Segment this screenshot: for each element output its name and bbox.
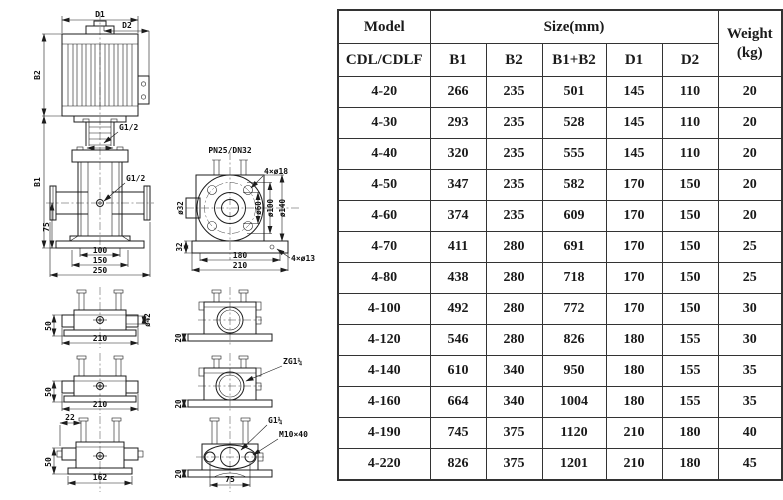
port-view-b — [174, 353, 302, 412]
cell-d1: 180 — [606, 387, 662, 418]
cell-model: 4-220 — [338, 449, 430, 481]
cell-b1: 826 — [430, 449, 486, 481]
pump-technical-drawing — [0, 0, 335, 500]
dim-label-d1: D1 — [95, 10, 105, 19]
table-row — [338, 170, 782, 201]
header-weight-line1: Weight — [726, 25, 773, 42]
cell-b1b2: 826 — [542, 325, 606, 356]
cell-b2: 280 — [486, 294, 542, 325]
cell-b2: 235 — [486, 108, 542, 139]
header-model-sub: CDL/CDLF — [338, 44, 430, 77]
header-weight — [718, 10, 782, 77]
table-row — [338, 356, 782, 387]
dim-label-dia42: ø42 — [143, 313, 152, 327]
cell-b1: 320 — [430, 139, 486, 170]
cell-d1: 145 — [606, 77, 662, 108]
dim-label-portB-20: 20 — [174, 399, 183, 409]
cell-weight: 25 — [718, 232, 782, 263]
header-col-b1: B1 — [430, 44, 486, 77]
dim-label-250: 250 — [92, 266, 108, 275]
dim-label-75: 75 — [42, 222, 51, 232]
dim-label-portC-75: 75 — [225, 475, 235, 484]
cell-model: 4-100 — [338, 294, 430, 325]
cell-d2: 150 — [662, 294, 718, 325]
cell-d2: 155 — [662, 356, 718, 387]
header-weight-line2: (kg) — [736, 44, 763, 61]
cell-d2: 150 — [662, 263, 718, 294]
cell-d1: 170 — [606, 201, 662, 232]
cell-b1b2: 609 — [542, 201, 606, 232]
cell-d1: 145 — [606, 108, 662, 139]
cell-d2: 150 — [662, 201, 718, 232]
cell-model: 4-70 — [338, 232, 430, 263]
label-bolts-bottom: 4×ø13 — [291, 254, 316, 263]
dim-label-32: 32 — [175, 242, 184, 252]
cell-b1b2: 1201 — [542, 449, 606, 481]
dim-label-b1: B1 — [33, 177, 42, 187]
cell-weight: 20 — [718, 139, 782, 170]
cell-model: 4-140 — [338, 356, 430, 387]
cell-b1b2: 718 — [542, 263, 606, 294]
dim-label-b2: B2 — [33, 70, 42, 80]
dim-label-dia60: ø60 — [254, 201, 263, 215]
cell-weight: 20 — [718, 108, 782, 139]
cell-model: 4-80 — [338, 263, 430, 294]
port-view-c — [174, 416, 308, 492]
dim-label-viewA-50: 50 — [44, 321, 53, 331]
cell-d2: 155 — [662, 325, 718, 356]
dimension-table — [337, 9, 783, 481]
header-size: Size(mm) — [430, 10, 718, 44]
dim-label-22: 22 — [65, 413, 75, 422]
cell-d1: 210 — [606, 449, 662, 481]
cell-b2: 280 — [486, 325, 542, 356]
cell-model: 4-60 — [338, 201, 430, 232]
cell-d2: 150 — [662, 232, 718, 263]
cell-b1: 546 — [430, 325, 486, 356]
cell-b2: 235 — [486, 139, 542, 170]
label-thread-zg: ZG1¼ — [283, 357, 303, 366]
port-view-a — [174, 287, 272, 346]
cell-d2: 180 — [662, 418, 718, 449]
table-row — [338, 418, 782, 449]
cell-weight: 25 — [718, 263, 782, 294]
flange-top-view — [175, 146, 315, 271]
cell-b2: 235 — [486, 170, 542, 201]
cell-d1: 180 — [606, 356, 662, 387]
cell-d2: 110 — [662, 108, 718, 139]
table-row — [338, 387, 782, 418]
cell-d1: 170 — [606, 294, 662, 325]
dimension-table-pane — [335, 0, 783, 500]
cell-b1: 492 — [430, 294, 486, 325]
cell-b2: 235 — [486, 77, 542, 108]
cell-d1: 170 — [606, 170, 662, 201]
cell-b1b2: 501 — [542, 77, 606, 108]
cell-model: 4-190 — [338, 418, 430, 449]
cell-weight: 20 — [718, 201, 782, 232]
cell-model: 4-160 — [338, 387, 430, 418]
cell-b2: 280 — [486, 232, 542, 263]
table-row — [338, 108, 782, 139]
header-row-2 — [338, 44, 782, 77]
label-g12-mid: G1/2 — [126, 174, 146, 183]
cell-b2: 340 — [486, 387, 542, 418]
cell-b1: 438 — [430, 263, 486, 294]
header-col-b1b2: B1+B2 — [542, 44, 606, 77]
table-row — [338, 325, 782, 356]
base-view-c — [44, 413, 143, 492]
cell-b2: 375 — [486, 418, 542, 449]
dim-label-180: 180 — [232, 251, 248, 260]
header-col-d1: D1 — [606, 44, 662, 77]
label-bolts-top: 4×ø18 — [264, 167, 289, 176]
dim-label-viewB-50: 50 — [44, 387, 53, 397]
cell-b1: 664 — [430, 387, 486, 418]
dim-label-dia32: ø32 — [176, 201, 185, 215]
cell-d1: 180 — [606, 325, 662, 356]
cell-b1b2: 950 — [542, 356, 606, 387]
cell-b2: 375 — [486, 449, 542, 481]
cell-b1b2: 1004 — [542, 387, 606, 418]
table-row — [338, 139, 782, 170]
cell-b1b2: 772 — [542, 294, 606, 325]
dim-label-viewC-50: 50 — [44, 457, 53, 467]
cell-b1: 347 — [430, 170, 486, 201]
label-bolt-m10: M10×40 — [279, 430, 308, 439]
cell-model: 4-120 — [338, 325, 430, 356]
cell-d2: 110 — [662, 77, 718, 108]
cell-b1: 610 — [430, 356, 486, 387]
dim-label-viewA-210: 210 — [92, 334, 108, 343]
table-row — [338, 294, 782, 325]
dim-label-dia100: ø100 — [266, 198, 275, 218]
header-col-d2: D2 — [662, 44, 718, 77]
cell-weight: 40 — [718, 418, 782, 449]
cell-model: 4-50 — [338, 170, 430, 201]
junction-box — [138, 76, 149, 104]
cell-d1: 170 — [606, 232, 662, 263]
table-body — [338, 77, 782, 481]
cell-b1b2: 582 — [542, 170, 606, 201]
main-front-view — [33, 10, 154, 277]
cell-weight: 45 — [718, 449, 782, 481]
cell-b1b2: 691 — [542, 232, 606, 263]
table-row — [338, 77, 782, 108]
cell-b1b2: 555 — [542, 139, 606, 170]
dim-label-150: 150 — [92, 256, 108, 265]
cell-b2: 235 — [486, 201, 542, 232]
dim-label-flange-210: 210 — [232, 261, 248, 270]
label-flange-rating: PN25/DN32 — [208, 146, 252, 155]
cell-weight: 35 — [718, 387, 782, 418]
cell-model: 4-30 — [338, 108, 430, 139]
table-row — [338, 232, 782, 263]
dim-label-dia140: ø140 — [278, 198, 287, 218]
cell-weight: 30 — [718, 294, 782, 325]
cell-weight: 30 — [718, 325, 782, 356]
header-col-b2: B2 — [486, 44, 542, 77]
header-model: Model — [338, 10, 430, 44]
label-g12-top: G1/2 — [119, 123, 139, 132]
cell-d2: 150 — [662, 170, 718, 201]
cell-b1: 745 — [430, 418, 486, 449]
label-thread-g: G1¼ — [268, 416, 283, 425]
cell-d1: 170 — [606, 263, 662, 294]
dim-label-portC-20: 20 — [174, 469, 183, 479]
cell-d2: 155 — [662, 387, 718, 418]
cell-d2: 110 — [662, 139, 718, 170]
dim-label-viewB-210: 210 — [92, 400, 108, 409]
cell-weight: 20 — [718, 170, 782, 201]
dim-label-162: 162 — [92, 473, 108, 482]
cell-b1: 266 — [430, 77, 486, 108]
table-row — [338, 449, 782, 481]
cell-b1b2: 528 — [542, 108, 606, 139]
cell-b1b2: 1120 — [542, 418, 606, 449]
base-view-b — [44, 353, 138, 414]
drawing-svg — [0, 0, 335, 500]
cell-b1: 293 — [430, 108, 486, 139]
cell-d1: 145 — [606, 139, 662, 170]
base-view-a — [44, 287, 152, 348]
cell-b1: 411 — [430, 232, 486, 263]
cell-b2: 280 — [486, 263, 542, 294]
header-row-1 — [338, 10, 782, 44]
dim-label-d2: D2 — [122, 21, 132, 30]
cell-weight: 20 — [718, 77, 782, 108]
cell-model: 4-20 — [338, 77, 430, 108]
table-row — [338, 263, 782, 294]
dim-label-100: 100 — [92, 246, 108, 255]
cell-d2: 180 — [662, 449, 718, 481]
cell-b1: 374 — [430, 201, 486, 232]
cell-weight: 35 — [718, 356, 782, 387]
cell-model: 4-40 — [338, 139, 430, 170]
table-row — [338, 201, 782, 232]
cell-d1: 210 — [606, 418, 662, 449]
cell-b2: 340 — [486, 356, 542, 387]
dim-label-portA-20: 20 — [174, 333, 183, 343]
